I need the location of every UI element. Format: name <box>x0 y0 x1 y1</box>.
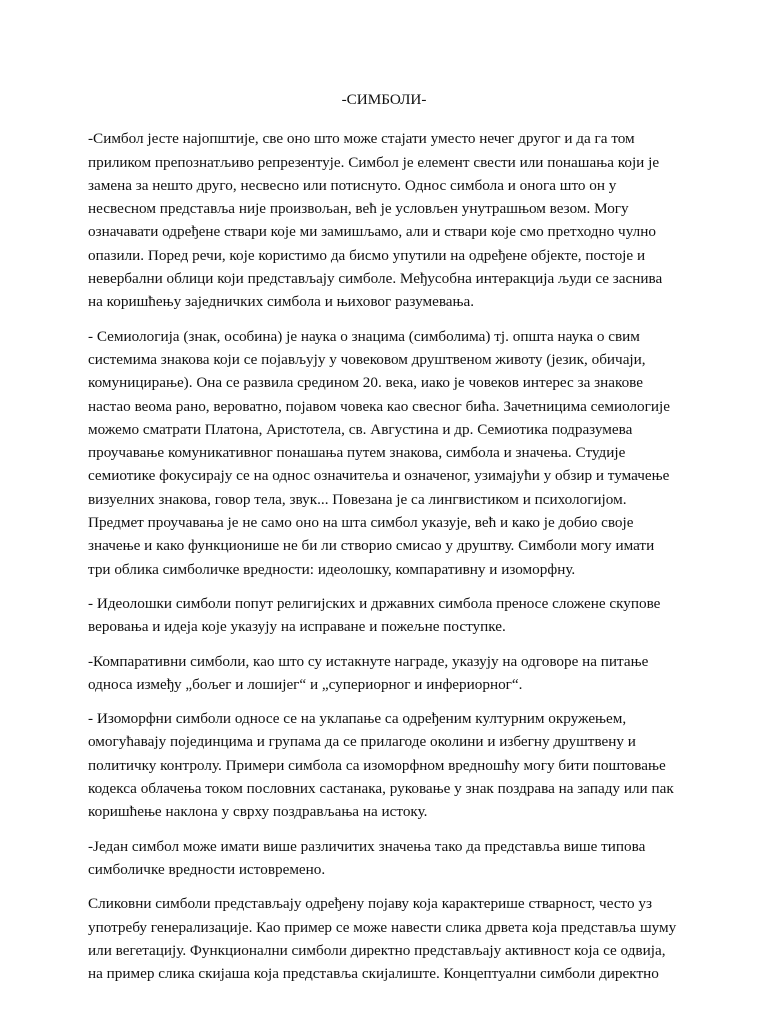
paragraph-symbol-definition: -Симбол јесте најопштије, све оно што може стајати уместо нечег другог и да га том приликом препознатљиво репрезентује. Симбол је елемент свести или понашања који је замена за нешто друго, несвесно или потиснуто. Однос симбола и онога што он у несвесном представља није произвољан, већ је условљен унутрашњом везом. Могу означавати одређене ствари које ми замишљамо, али и ствари које смо претходно чулно опазили. Поред речи, које користимо да бисмо упутили на одређене објекте, постоје и невербални облици који представљају симболе. Међусобна интеракција људи се заснива на коришћењу заједничких симбола и њиховог разумевања. <box>88 130 663 311</box>
paragraph-comparative-symbols: -Компаративни симболи, као што су истакнуте награде, указују на одговоре на питање односа између „бољег и лошијег“ и „супериорног и инфериорног“. <box>88 652 649 693</box>
paragraph-semiology: - Семиологија (знак, особина) је наука о знацима (симболима) тј. општа наука о свим системима знакова који се појављују у човековом друштвеном животу (језик, обичаји, комуницирање). Она се развила средином 20. века, иако је човеков интерес за знакове настао веома рано, вероватно, појавом човека као свесног бића. Зачетницима семиологије можемо сматрати Платона, Аристотела, св. Августина и др. Семиотика подразумева проучавање комуникативног понашања путем знакова, симбола и значења. Студије семиотике фокусирају се на однос означитеља и означеног, узимајући у обзир и тумачење визуелних знакова, говор тела, звук... Повезана је са лингвистиком и психологијом. Предмет проучавања је не само оно на шта симбол указује, већ и како је добио своје значење и како функционише не би ли створио смисао у друштву. Симболи могу имати три облика симболичке вредности: идеолошку, компаративну и изоморфну. <box>88 327 670 578</box>
document-page <box>88 88 680 1024</box>
paragraph-ideological-symbols: - Идеолошки симболи попут религијских и државних симбола преносе сложене скупове веровања и идеја које указују на исправане и пожељне поступке. <box>88 594 661 636</box>
paragraph-isomorphic-symbols: - Изоморфни симболи односе се на уклапање са одређеним културним окружењем, омогућавају појединцима и групама да се прилагоде околини и избегну друштвену и политичку контролу. Примери симбола са изоморфном вредношћу могу бити поштовање кодекса облачења током пословних састанака, руковање у знак поздрава на западу или пак коришћење наклона у сврху поздрављања на истоку. <box>88 710 674 821</box>
paragraph-multiple-meanings: -Један симбол може имати више различитих значења тако да представља више типова симболичке вредности истовремено. <box>88 837 646 878</box>
document-title: -СИМБОЛИ- <box>341 91 427 108</box>
paragraph-pictorial-symbols: Сликовни симболи представљају одређену појаву која карактерише стварност, често уз употребу генерализације. Као пример се може навести слика дрвета која представља шуму или вегетацију. Функционални симболи директно представљају активност која се одвија, на пример слика скијаша која представља скијалиште. Концептуални симболи директно <box>88 895 677 983</box>
